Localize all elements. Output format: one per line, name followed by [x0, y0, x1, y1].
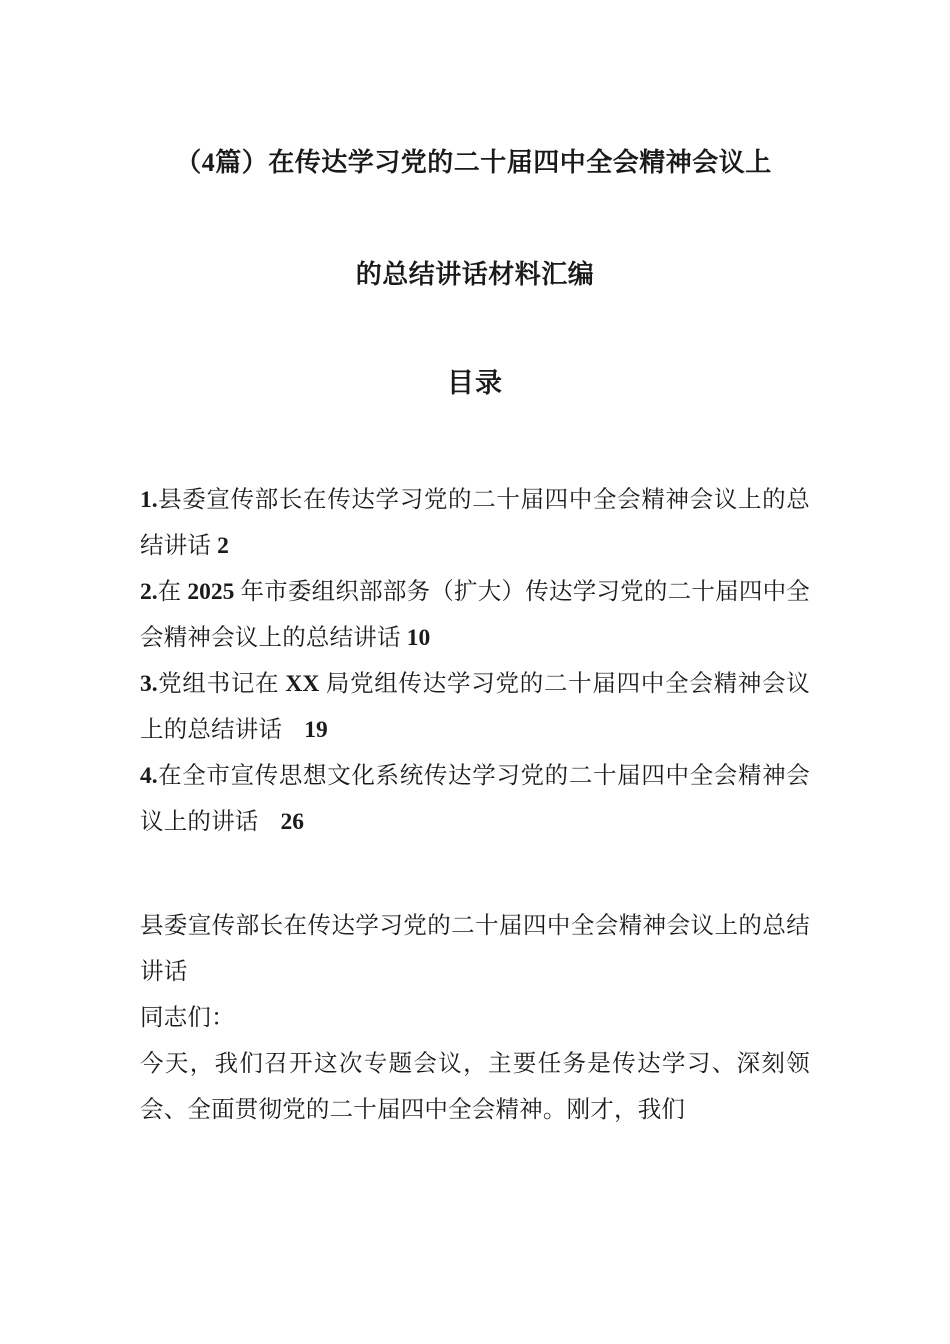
toc-entry-4[interactable] — [140, 753, 810, 845]
toc-entry-1-text: 县委宣传部长在传达学习党的二十届四中全会精神会议上的总结讲话 — [140, 487, 810, 559]
toc-entry-3-page: 19 — [304, 717, 328, 743]
toc-entry-3-text-part-2: 局党组传达学习党的二十届四中全会精神会议上的总结讲话 — [140, 671, 811, 743]
toc-entry-3-text-part-1: 党组书记在 — [157, 671, 280, 697]
toc-entry-1-page: 2 — [217, 533, 229, 559]
table-of-contents-heading: 目录 — [447, 368, 503, 398]
toc-entry-2-year: 2025 — [187, 579, 235, 605]
toc-entry-1-number: 1. — [140, 487, 158, 513]
toc-entry-3[interactable] — [140, 661, 810, 753]
body-paragraph-1: 今天，我们召开这次专题会议，主要任务是传达学习、深刻领会、全面贯彻党的二十届四中全会精神。刚才，我们 — [140, 1051, 810, 1123]
toc-entry-3-org: XX — [285, 671, 320, 697]
document-title-line-2: 的总结讲话材料汇编 — [355, 260, 595, 289]
document-title-line-1: （4篇）在传达学习党的二十届四中全会精神会议上 — [175, 148, 772, 177]
body-section-title: 县委宣传部长在传达学习党的二十届四中全会精神会议上的总结讲话 — [140, 913, 810, 985]
toc-entry-1[interactable] — [140, 477, 810, 569]
toc-entry-2-number: 2. — [140, 579, 158, 605]
toc-entry-4-text: 在全市宣传思想文化系统传达学习党的二十届四中全会精神会议上的讲话 — [140, 763, 810, 835]
toc-entry-2-text-part-1: 在 — [157, 579, 182, 605]
toc-entry-2-page: 10 — [406, 625, 431, 651]
toc-entry-3-number: 3. — [140, 671, 158, 697]
table-of-contents — [140, 397, 810, 845]
document-title — [140, 0, 810, 288]
toc-entry-2-text-part-2: 年市委组织部部务（扩大）传达学习党的二十届四中全会精神会议上的总结讲话 — [140, 579, 810, 651]
document-body — [140, 845, 810, 1133]
toc-entry-4-page: 26 — [280, 809, 304, 835]
toc-entry-4-number: 4. — [140, 763, 158, 789]
body-salutation: 同志们： — [140, 1005, 235, 1031]
toc-entry-2[interactable] — [140, 569, 810, 661]
